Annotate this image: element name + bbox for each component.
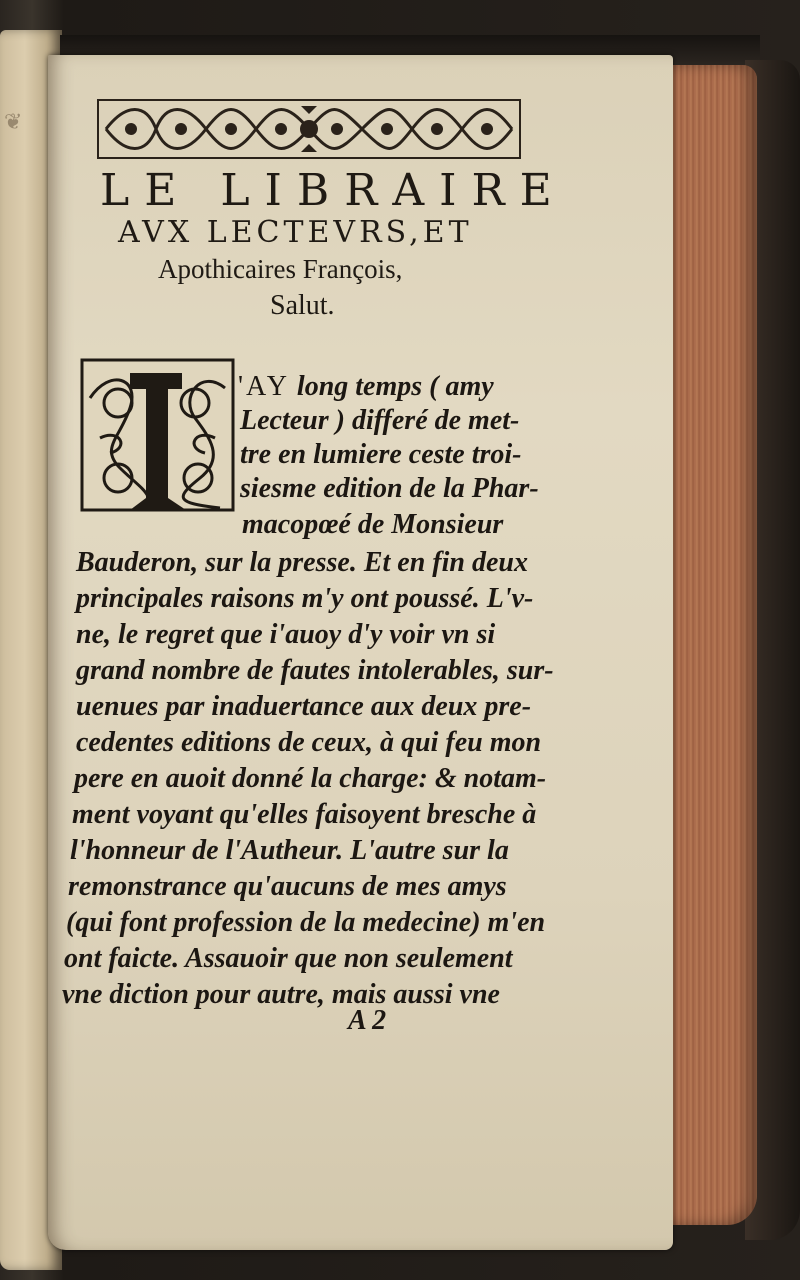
body-line-4: siesme edition de la Phar-: [240, 473, 539, 504]
body-line-11: cedentes editions de ceux, à qui feu mon: [76, 727, 542, 758]
heading-title: LE LIBRAIRE: [100, 165, 567, 216]
heading-subtitle: AVX LECTEVRS,ET: [118, 215, 473, 250]
headpiece-ornament-icon: [96, 98, 522, 160]
body-line-5: macopœé de Monsieur: [242, 509, 504, 540]
body-line-18: vne diction pour autre, mais aussi vne: [62, 979, 500, 1010]
body-line-2: Lecteur ) differé de met-: [240, 405, 520, 436]
body-line-15: remonstrance qu'aucuns de mes amys: [68, 871, 507, 902]
body-line-17: ont faicte. Assauoir que non seulement: [64, 943, 513, 974]
body-line-12: pere en auoit donné la charge: & notam-: [74, 763, 547, 794]
body-line-3: tre en lumiere ceste troi-: [240, 439, 522, 470]
signature-mark: A 2: [348, 1005, 387, 1036]
body-line-1: [238, 370, 494, 404]
heading-salutation: Salut.: [270, 290, 335, 321]
body-line-14: l'honneur de l'Autheur. L'autre sur la: [70, 835, 509, 866]
body-line-13: ment voyant qu'elles faisoyent bresche à: [72, 799, 537, 830]
opening-word: 'AY: [238, 371, 290, 402]
body-line-7: principales raisons m'y ont poussé. L'v-: [76, 583, 534, 614]
body-line-9: grand nombre de fautes intolerables, sur-: [76, 655, 554, 686]
body-line-6: Bauderon, sur la presse. Et en fin deux: [76, 547, 528, 578]
body-line-8: ne, le regret que i'auoy d'y voir vn si: [76, 619, 496, 650]
body-line-16: (qui font profession de la medecine) m'en: [66, 907, 546, 938]
decorated-initial-icon: [80, 358, 235, 516]
heading-addressee: Apothicaires François,: [158, 254, 403, 284]
body-line-10: uenues par inaduertance aux deux pre-: [76, 691, 532, 722]
left-page-ornament-icon: ❦: [4, 110, 23, 135]
body-line-1-text: long temps ( amy: [296, 371, 494, 402]
